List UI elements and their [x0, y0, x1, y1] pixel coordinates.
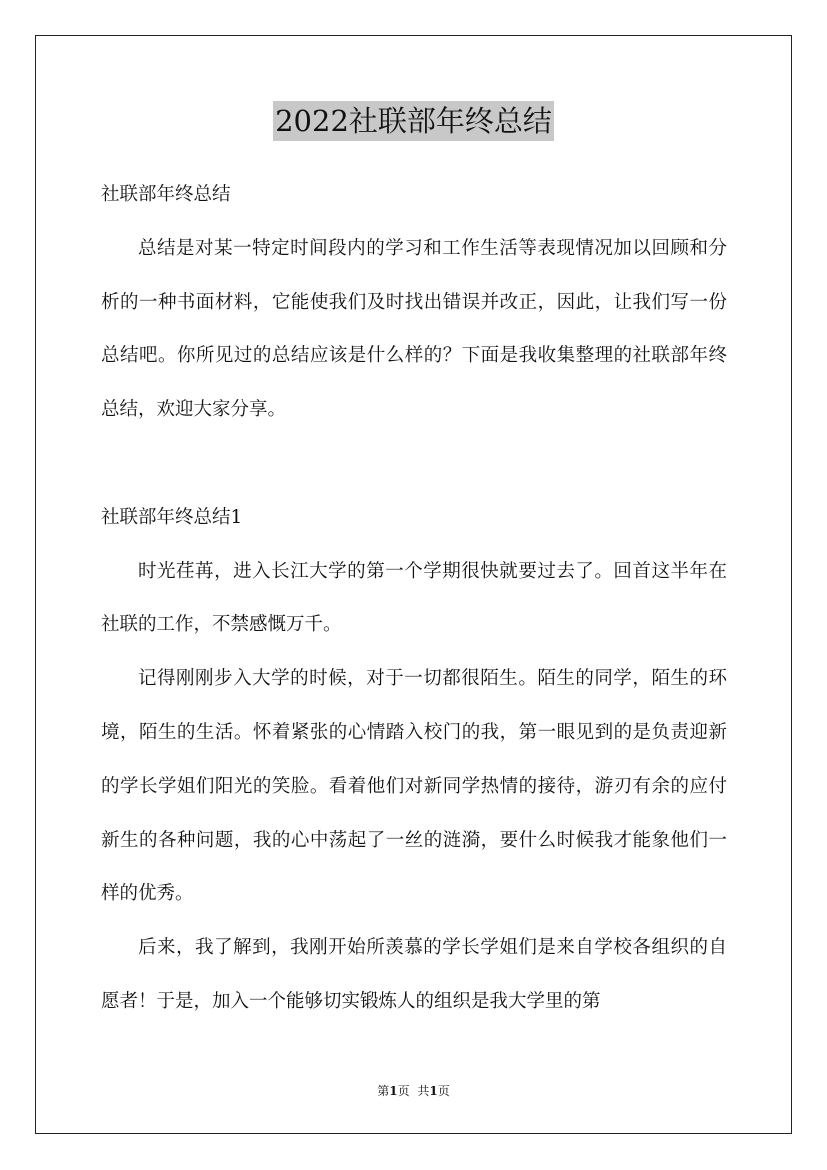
total-prefix: 共	[417, 1084, 430, 1098]
body-paragraph-1: 时光荏苒，进入长江大学的第一个学期很快就要过去了。回首这半年在社联的工作，不禁感慨万千。	[101, 560, 727, 636]
page-current: 1	[389, 1084, 398, 1098]
body-paragraph-2: 记得刚刚步入大学的时候，对于一切都很陌生。陌生的同学，陌生的环境，陌生的生活。怀着紧张的心情踏入校门的我，第一眼见到的是负责迎新的学长学姐们阳光的笑脸。看着他们对新同学热情的接待，游刃有余的应付新生的各种问题，我的心中荡起了一丝的涟漪，要什么时候我才能象他们一样的优秀。	[101, 668, 727, 905]
page-footer	[0, 1083, 827, 1099]
subtitle: 社联部年终总结	[101, 184, 231, 205]
document-body	[101, 168, 727, 1029]
intro-paragraph: 总结是对某一特定时间段内的学习和工作生活等表现情况加以回顾和分析的一种书面材料，它能使我们及时找出错误并改正，因此，让我们写一份总结吧。你所见过的总结应该是什么样的？下面是我收集整理的社联部年终总结，欢迎大家分享。	[101, 237, 727, 421]
body-paragraph-3: 后来，我了解到，我刚开始所羡慕的学长学姐们是来自学校各组织的自愿者！于是，加入一个能够切实锻炼人的组织是我大学里的第	[101, 937, 727, 1012]
section-heading: 社联部年终总结1	[101, 506, 243, 528]
title-container	[0, 101, 827, 141]
page-suffix: 页	[397, 1084, 410, 1098]
page-total: 1	[429, 1084, 438, 1098]
document-title: 2022社联部年终总结	[273, 101, 554, 141]
blank-line	[101, 437, 727, 491]
total-suffix: 页	[437, 1084, 450, 1098]
page-prefix: 第	[377, 1084, 390, 1098]
